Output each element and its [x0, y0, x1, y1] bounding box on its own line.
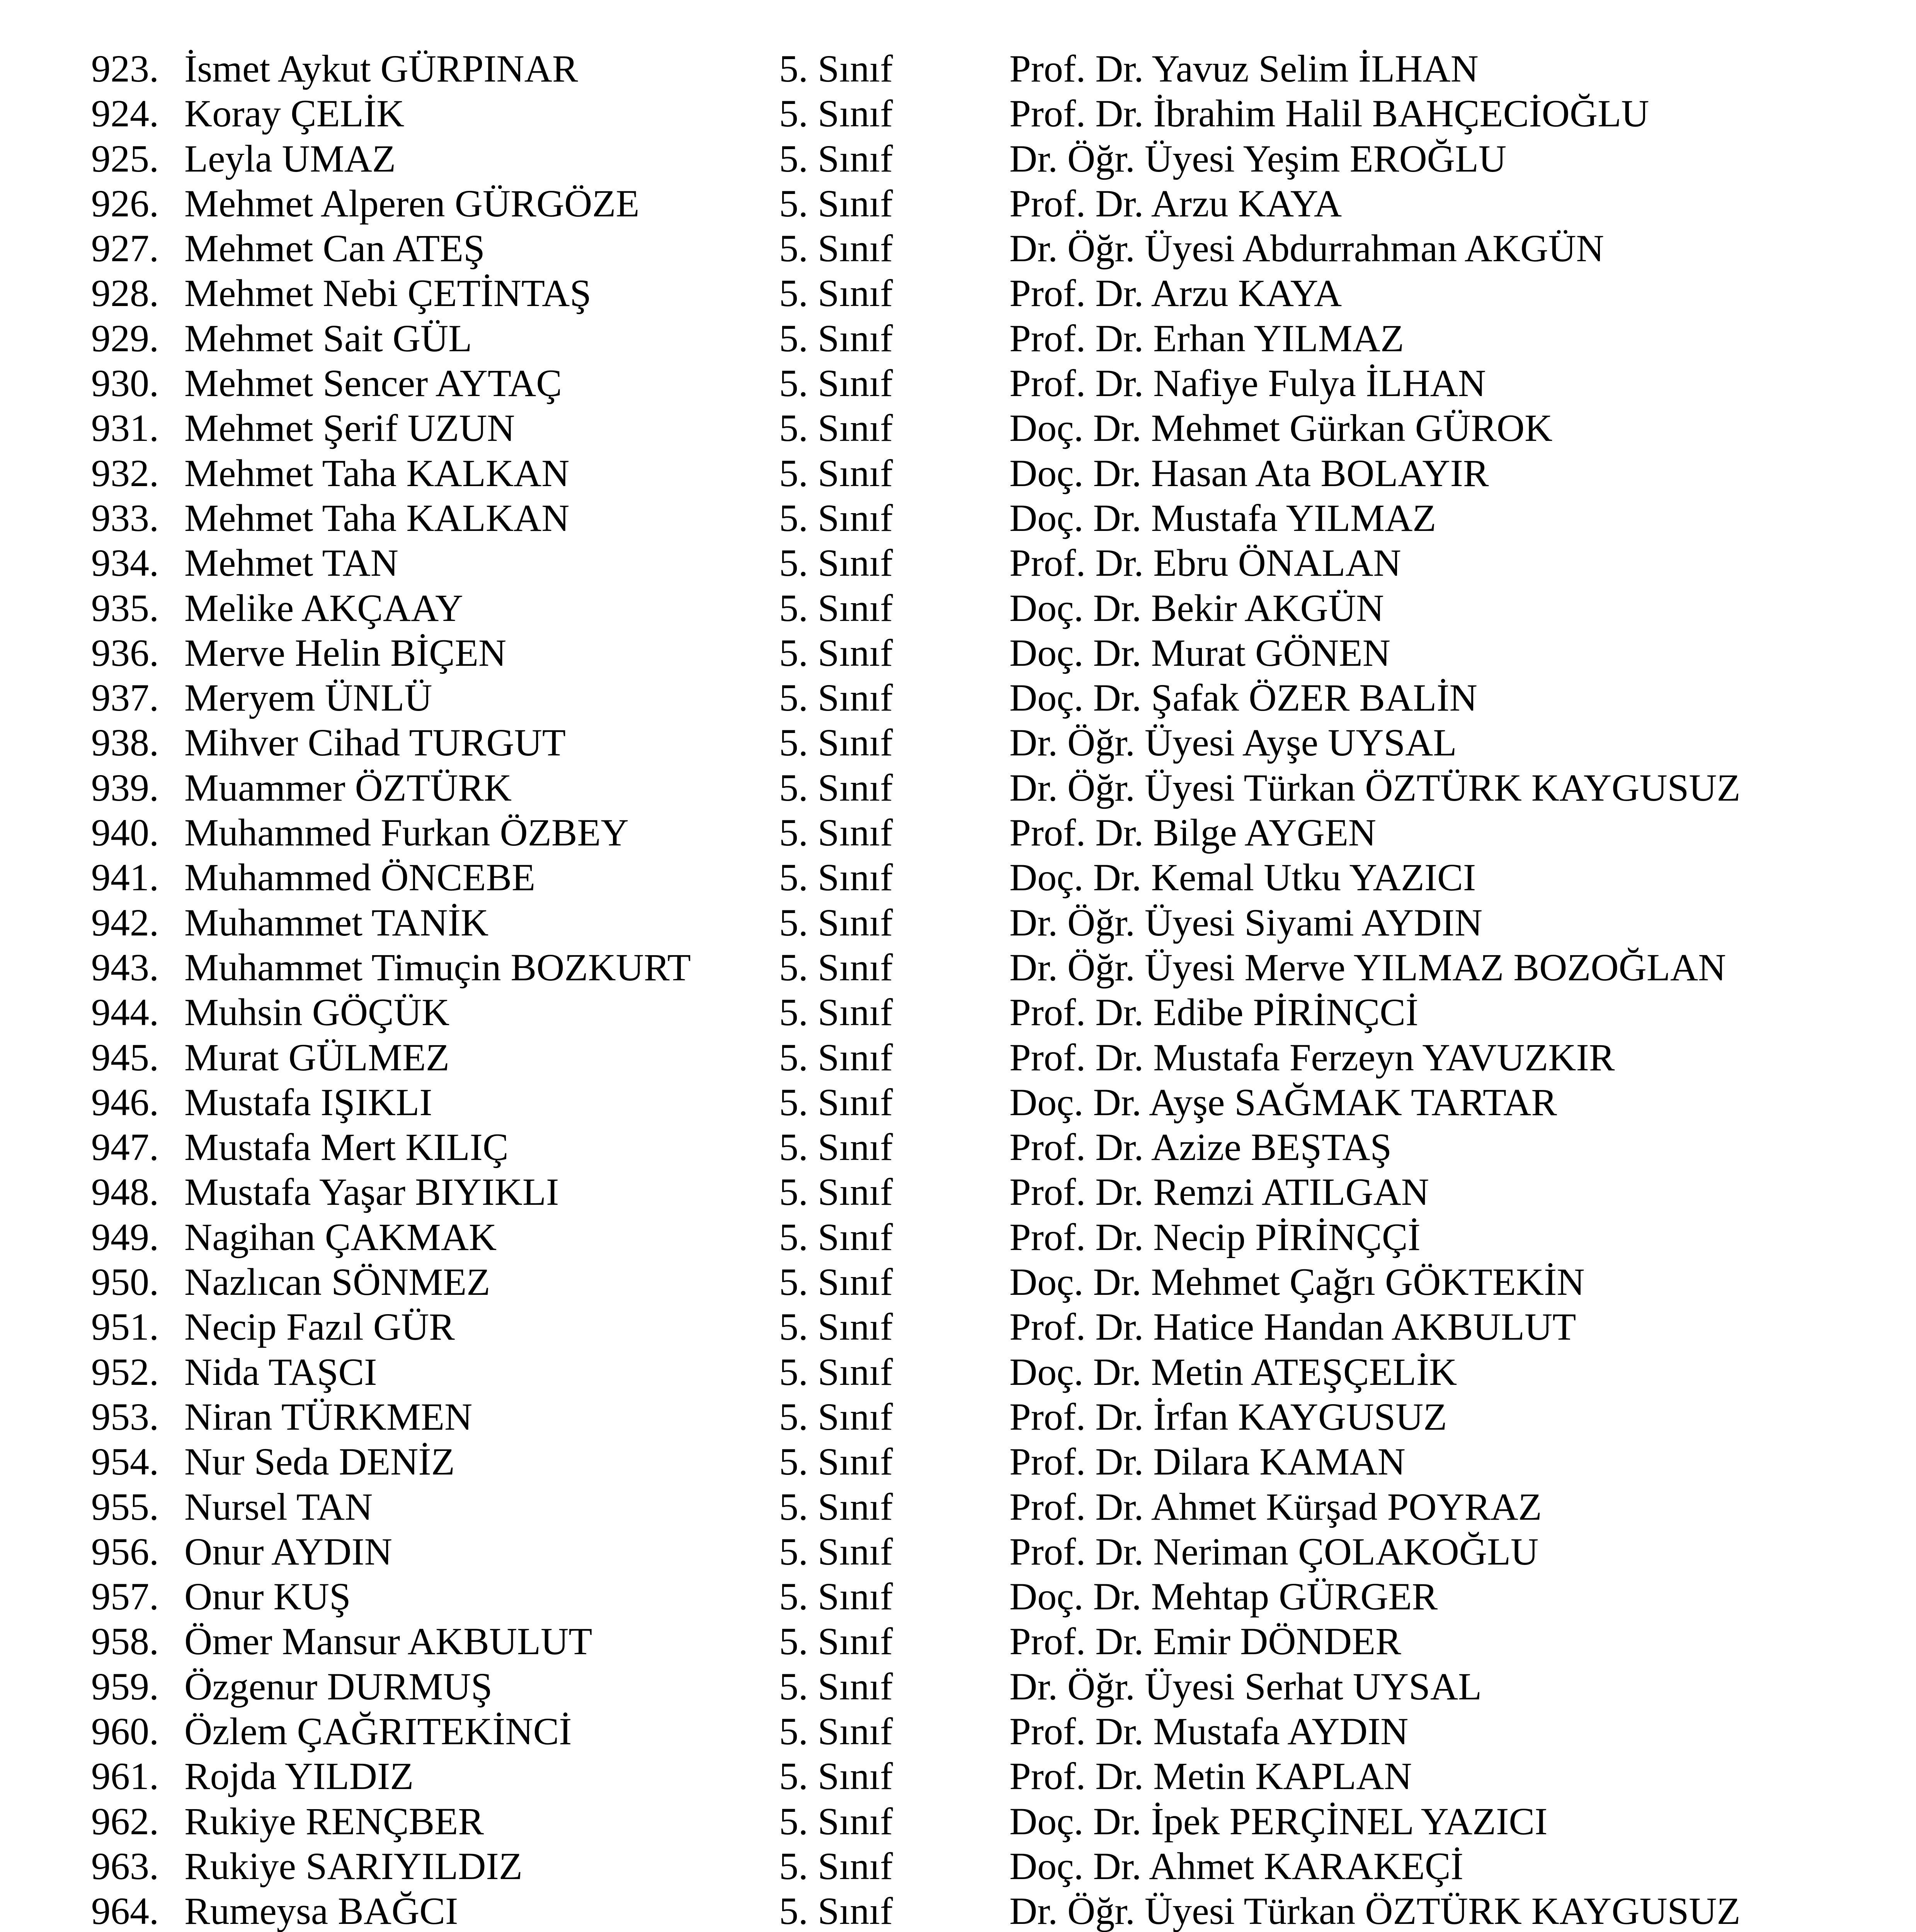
student-name: Onur AYDIN: [184, 1530, 392, 1573]
row-number: 957.: [91, 1575, 159, 1618]
class-level: 5. Sınıf: [779, 272, 893, 315]
student-name: Muhammed Furkan ÖZBEY: [184, 811, 629, 854]
list-item: [0, 496, 1916, 541]
advisor-name: Prof. Dr. Mustafa AYDIN: [1009, 1709, 1409, 1753]
student-name: Mehmet TAN: [184, 541, 398, 585]
list-item: [0, 406, 1916, 451]
row-number: 933.: [91, 496, 159, 539]
advisor-name: Prof. Dr. Dilara KAMAN: [1009, 1440, 1406, 1483]
row-number: 942.: [91, 901, 159, 944]
row-number: 958.: [91, 1620, 159, 1663]
student-name: Özgenur DURMUŞ: [184, 1665, 493, 1708]
class-level: 5. Sınıf: [779, 676, 893, 719]
list-item: [0, 1709, 1916, 1754]
advisor-name: Dr. Öğr. Üyesi Serhat UYSAL: [1009, 1665, 1482, 1708]
student-name: Muhsin GÖÇÜK: [184, 991, 450, 1034]
row-number: 931.: [91, 406, 159, 450]
advisor-name: Prof. Dr. Yavuz Selim İLHAN: [1009, 47, 1479, 90]
list-item: [0, 1080, 1916, 1125]
list-item: [0, 181, 1916, 226]
list-item: [0, 1170, 1916, 1214]
advisor-name: Dr. Öğr. Üyesi Türkan ÖZTÜRK KAYGUSUZ: [1009, 1889, 1741, 1932]
advisor-name: Doç. Dr. Bekir AKGÜN: [1009, 586, 1384, 629]
row-number: 946.: [91, 1080, 159, 1124]
advisor-name: Prof. Dr. Neriman ÇOLAKOĞLU: [1009, 1530, 1539, 1573]
student-name: Melike AKÇAAY: [184, 586, 463, 629]
list-item: [0, 1035, 1916, 1080]
class-level: 5. Sınıf: [779, 1036, 893, 1079]
class-level: 5. Sınıf: [779, 856, 893, 899]
row-number: 929.: [91, 316, 159, 360]
row-number: 963.: [91, 1844, 159, 1888]
list-item: [0, 990, 1916, 1035]
class-level: 5. Sınıf: [779, 182, 893, 225]
list-item: [0, 810, 1916, 855]
row-number: 934.: [91, 541, 159, 585]
list-item: [0, 1754, 1916, 1799]
class-level: 5. Sınıf: [779, 1485, 893, 1528]
class-level: 5. Sınıf: [779, 92, 893, 135]
class-level: 5. Sınıf: [779, 1665, 893, 1708]
row-number: 959.: [91, 1665, 159, 1708]
class-level: 5. Sınıf: [779, 766, 893, 809]
class-level: 5. Sınıf: [779, 1889, 893, 1932]
student-name: Nagihan ÇAKMAK: [184, 1215, 497, 1259]
advisor-name: Prof. Dr. Azize BEŞTAŞ: [1009, 1126, 1392, 1169]
list-item: [0, 1304, 1916, 1349]
advisor-name: Prof. Dr. Ebru ÖNALAN: [1009, 541, 1401, 585]
class-level: 5. Sınıf: [779, 541, 893, 585]
student-name: Rojda YILDIZ: [184, 1755, 414, 1798]
student-name: Rukiye SARIYILDIZ: [184, 1844, 522, 1888]
advisor-name: Doç. Dr. Şafak ÖZER BALİN: [1009, 676, 1477, 719]
advisor-name: Doç. Dr. İpek PERÇİNEL YAZICI: [1009, 1799, 1548, 1843]
class-level: 5. Sınıf: [779, 631, 893, 674]
student-name: Mehmet Taha KALKAN: [184, 496, 570, 539]
list-item: [0, 226, 1916, 271]
class-level: 5. Sınıf: [779, 1575, 893, 1618]
student-name: Muhammet TANİK: [184, 901, 489, 944]
row-number: 961.: [91, 1755, 159, 1798]
row-number: 939.: [91, 766, 159, 809]
class-level: 5. Sınıf: [779, 1844, 893, 1888]
list-item: [0, 586, 1916, 631]
class-level: 5. Sınıf: [779, 586, 893, 629]
row-number: 926.: [91, 182, 159, 225]
student-name: Muammer ÖZTÜRK: [184, 766, 512, 809]
student-name: Mehmet Taha KALKAN: [184, 451, 570, 495]
class-level: 5. Sınıf: [779, 1799, 893, 1843]
student-name: Mehmet Can ATEŞ: [184, 227, 485, 270]
advisor-name: Prof. Dr. Arzu KAYA: [1009, 272, 1342, 315]
advisor-name: Prof. Dr. Mustafa Ferzeyn YAVUZKIR: [1009, 1036, 1615, 1079]
class-level: 5. Sınıf: [779, 721, 893, 764]
row-number: 947.: [91, 1126, 159, 1169]
class-level: 5. Sınıf: [779, 1530, 893, 1573]
advisor-name: Dr. Öğr. Üyesi Ayşe UYSAL: [1009, 721, 1457, 764]
class-level: 5. Sınıf: [779, 1755, 893, 1798]
list-item: [0, 765, 1916, 810]
class-level: 5. Sınıf: [779, 946, 893, 989]
student-name: Leyla UMAZ: [184, 137, 396, 180]
student-name: İsmet Aykut GÜRPINAR: [184, 47, 578, 90]
class-level: 5. Sınıf: [779, 901, 893, 944]
student-name: Rumeysa BAĞCI: [184, 1889, 458, 1932]
advisor-name: Dr. Öğr. Üyesi Türkan ÖZTÜRK KAYGUSUZ: [1009, 766, 1741, 809]
row-number: 932.: [91, 451, 159, 495]
advisor-name: Doç. Dr. Mustafa YILMAZ: [1009, 496, 1436, 539]
advisor-name: Prof. Dr. Hatice Handan AKBULUT: [1009, 1305, 1576, 1349]
list-item: [0, 1664, 1916, 1709]
row-number: 950.: [91, 1260, 159, 1304]
student-name: Murat GÜLMEZ: [184, 1036, 449, 1079]
student-name: Meryem ÜNLÜ: [184, 676, 432, 719]
list-item: [0, 1619, 1916, 1664]
list-item: [0, 1125, 1916, 1170]
class-level: 5. Sınıf: [779, 1080, 893, 1124]
list-item: [0, 1395, 1916, 1439]
class-level: 5. Sınıf: [779, 1350, 893, 1393]
student-name: Niran TÜRKMEN: [184, 1395, 473, 1438]
student-name: Mehmet Sencer AYTAÇ: [184, 362, 562, 405]
list-item: [0, 945, 1916, 990]
row-number: 924.: [91, 92, 159, 135]
class-level: 5. Sınıf: [779, 406, 893, 450]
list-item: [0, 1350, 1916, 1395]
row-number: 923.: [91, 47, 159, 90]
class-level: 5. Sınıf: [779, 47, 893, 90]
student-name: Mustafa Mert KILIÇ: [184, 1126, 509, 1169]
student-name: Ömer Mansur AKBULUT: [184, 1620, 592, 1663]
advisor-name: Dr. Öğr. Üyesi Abdurrahman AKGÜN: [1009, 227, 1604, 270]
student-advisor-list: [0, 46, 1916, 1932]
list-item: [0, 720, 1916, 765]
student-name: Nida TAŞCI: [184, 1350, 377, 1393]
list-item: [0, 316, 1916, 361]
row-number: 941.: [91, 856, 159, 899]
student-name: Mehmet Nebi ÇETİNTAŞ: [184, 272, 591, 315]
list-item: [0, 361, 1916, 406]
student-name: Nazlıcan SÖNMEZ: [184, 1260, 490, 1304]
advisor-name: Prof. Dr. Arzu KAYA: [1009, 182, 1342, 225]
advisor-name: Dr. Öğr. Üyesi Yeşim EROĞLU: [1009, 137, 1507, 180]
list-item: [0, 631, 1916, 675]
row-number: 936.: [91, 631, 159, 674]
list-item: [0, 1574, 1916, 1619]
student-name: Muhammet Timuçin BOZKURT: [184, 946, 691, 989]
student-name: Rukiye RENÇBER: [184, 1799, 484, 1843]
list-item: [0, 271, 1916, 316]
advisor-name: Prof. Dr. Ahmet Kürşad POYRAZ: [1009, 1485, 1542, 1528]
student-name: Muhammed ÖNCEBE: [184, 856, 536, 899]
advisor-name: Dr. Öğr. Üyesi Siyami AYDIN: [1009, 901, 1483, 944]
class-level: 5. Sınıf: [779, 811, 893, 854]
advisor-name: Prof. Dr. Remzi ATILGAN: [1009, 1170, 1429, 1214]
row-number: 940.: [91, 811, 159, 854]
class-level: 5. Sınıf: [779, 451, 893, 495]
list-item: [0, 46, 1916, 91]
row-number: 943.: [91, 946, 159, 989]
row-number: 938.: [91, 721, 159, 764]
student-name: Mehmet Alperen GÜRGÖZE: [184, 182, 640, 225]
list-item: [0, 900, 1916, 945]
advisor-name: Prof. Dr. Nafiye Fulya İLHAN: [1009, 362, 1486, 405]
list-item: [0, 1844, 1916, 1889]
row-number: 944.: [91, 991, 159, 1034]
list-item: [0, 1260, 1916, 1304]
advisor-name: Doç. Dr. Ayşe SAĞMAK TARTAR: [1009, 1080, 1557, 1124]
row-number: 935.: [91, 586, 159, 629]
list-item: [0, 136, 1916, 181]
class-level: 5. Sınıf: [779, 1395, 893, 1438]
advisor-name: Doç. Dr. Mehmet Gürkan GÜROK: [1009, 406, 1553, 450]
student-name: Mehmet Sait GÜL: [184, 316, 472, 360]
list-item: [0, 1485, 1916, 1529]
row-number: 954.: [91, 1440, 159, 1483]
class-level: 5. Sınıf: [779, 1709, 893, 1753]
list-item: [0, 675, 1916, 720]
row-number: 960.: [91, 1709, 159, 1753]
student-name: Özlem ÇAĞRITEKİNCİ: [184, 1709, 572, 1753]
student-name: Mehmet Şerif UZUN: [184, 406, 515, 450]
advisor-name: Prof. Dr. Metin KAPLAN: [1009, 1755, 1412, 1798]
list-item: [0, 1889, 1916, 1932]
advisor-name: Doç. Dr. Mehmet Çağrı GÖKTEKİN: [1009, 1260, 1585, 1304]
class-level: 5. Sınıf: [779, 227, 893, 270]
class-level: 5. Sınıf: [779, 1215, 893, 1259]
list-item: [0, 1799, 1916, 1844]
student-name: Nursel TAN: [184, 1485, 373, 1528]
list-item: [0, 855, 1916, 900]
student-name: Nur Seda DENİZ: [184, 1440, 455, 1483]
row-number: 928.: [91, 272, 159, 315]
advisor-name: Doç. Dr. Ahmet KARAKEÇİ: [1009, 1844, 1463, 1888]
advisor-name: Doç. Dr. Murat GÖNEN: [1009, 631, 1390, 674]
list-item: [0, 541, 1916, 585]
row-number: 949.: [91, 1215, 159, 1259]
row-number: 953.: [91, 1395, 159, 1438]
class-level: 5. Sınıf: [779, 1170, 893, 1214]
list-item: [0, 1215, 1916, 1260]
row-number: 945.: [91, 1036, 159, 1079]
advisor-name: Prof. Dr. Necip PİRİNÇÇİ: [1009, 1215, 1421, 1259]
class-level: 5. Sınıf: [779, 1305, 893, 1349]
advisor-name: Dr. Öğr. Üyesi Merve YILMAZ BOZOĞLAN: [1009, 946, 1726, 989]
row-number: 955.: [91, 1485, 159, 1528]
list-item: [0, 1439, 1916, 1484]
list-item: [0, 1529, 1916, 1574]
advisor-name: Prof. Dr. Bilge AYGEN: [1009, 811, 1377, 854]
list-item: [0, 91, 1916, 136]
row-number: 964.: [91, 1889, 159, 1932]
row-number: 962.: [91, 1799, 159, 1843]
list-item: [0, 451, 1916, 496]
student-name: Mustafa Yaşar BIYIKLI: [184, 1170, 559, 1214]
class-level: 5. Sınıf: [779, 362, 893, 405]
student-name: Koray ÇELİK: [184, 92, 405, 135]
advisor-name: Doç. Dr. Hasan Ata BOLAYIR: [1009, 451, 1489, 495]
student-name: Mihver Cihad TURGUT: [184, 721, 566, 764]
row-number: 948.: [91, 1170, 159, 1214]
class-level: 5. Sınıf: [779, 1126, 893, 1169]
advisor-name: Doç. Dr. Kemal Utku YAZICI: [1009, 856, 1476, 899]
advisor-name: Doç. Dr. Metin ATEŞÇELİK: [1009, 1350, 1457, 1393]
row-number: 952.: [91, 1350, 159, 1393]
advisor-name: Prof. Dr. İbrahim Halil BAHÇECİOĞLU: [1009, 92, 1649, 135]
row-number: 930.: [91, 362, 159, 405]
row-number: 925.: [91, 137, 159, 180]
class-level: 5. Sınıf: [779, 496, 893, 539]
student-name: Merve Helin BİÇEN: [184, 631, 507, 674]
row-number: 956.: [91, 1530, 159, 1573]
row-number: 927.: [91, 227, 159, 270]
advisor-name: Prof. Dr. Emir DÖNDER: [1009, 1620, 1401, 1663]
advisor-name: Prof. Dr. İrfan KAYGUSUZ: [1009, 1395, 1447, 1438]
advisor-name: Prof. Dr. Edibe PİRİNÇCİ: [1009, 991, 1419, 1034]
row-number: 951.: [91, 1305, 159, 1349]
row-number: 937.: [91, 676, 159, 719]
student-name: Onur KUŞ: [184, 1575, 351, 1618]
class-level: 5. Sınıf: [779, 1260, 893, 1304]
student-name: Mustafa IŞIKLI: [184, 1080, 432, 1124]
class-level: 5. Sınıf: [779, 1440, 893, 1483]
advisor-name: Prof. Dr. Erhan YILMAZ: [1009, 316, 1404, 360]
class-level: 5. Sınıf: [779, 991, 893, 1034]
class-level: 5. Sınıf: [779, 137, 893, 180]
class-level: 5. Sınıf: [779, 316, 893, 360]
class-level: 5. Sınıf: [779, 1620, 893, 1663]
advisor-name: Doç. Dr. Mehtap GÜRGER: [1009, 1575, 1438, 1618]
student-name: Necip Fazıl GÜR: [184, 1305, 455, 1349]
